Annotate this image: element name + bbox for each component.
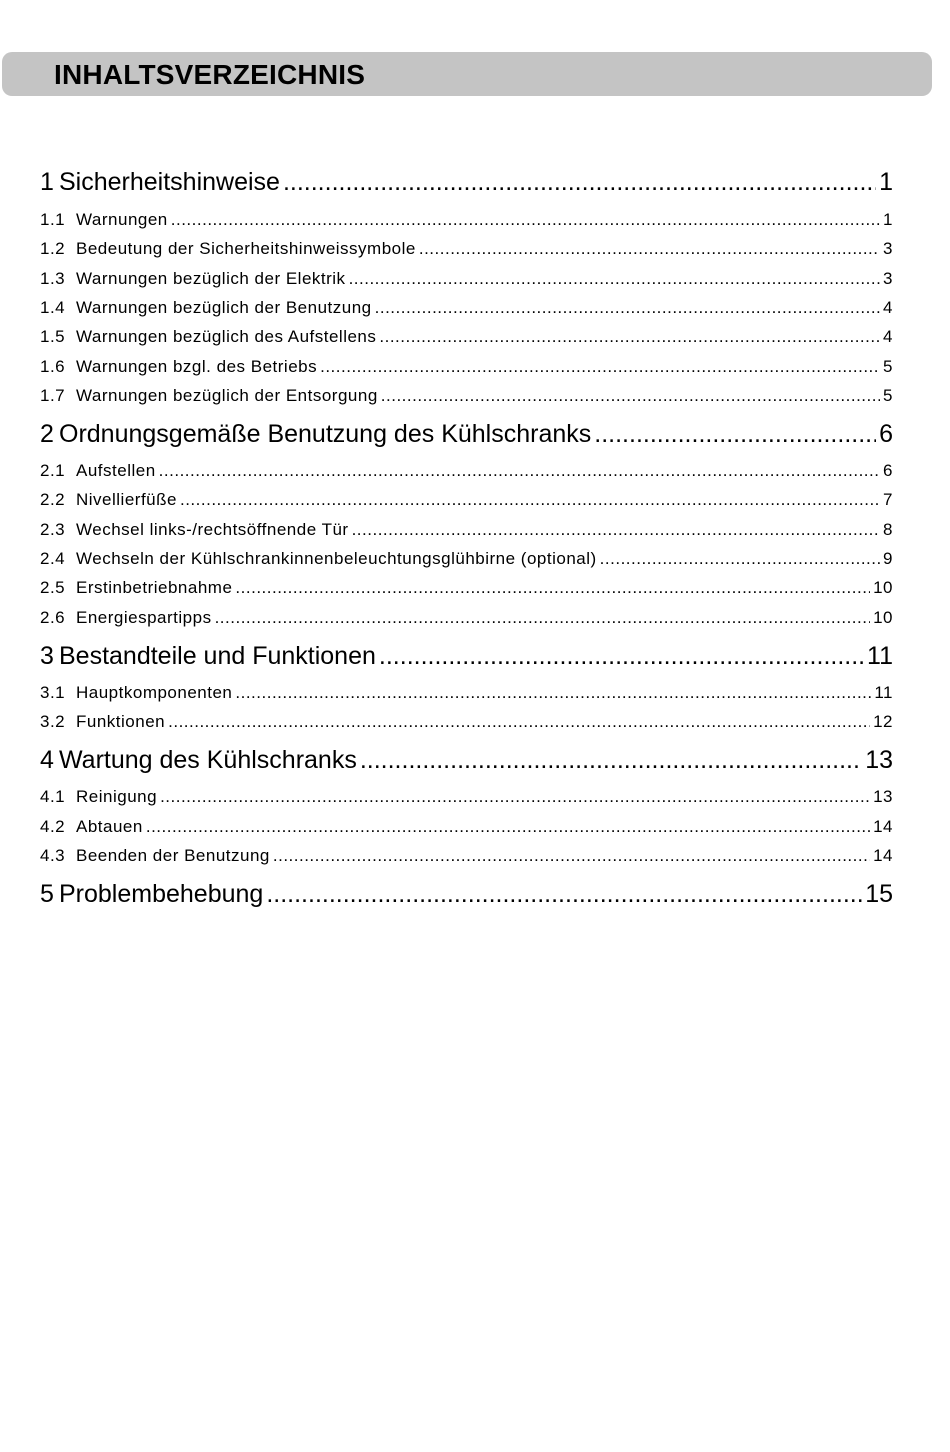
toc-dot-leader: [381, 385, 880, 407]
toc-dot-leader: [352, 519, 880, 541]
toc-entry-number: 1: [40, 168, 54, 196]
toc-dot-leader: [273, 845, 870, 867]
toc-entry-number: 1.6: [40, 357, 66, 376]
toc-entry-page-number: 4: [883, 327, 893, 346]
toc-section-entry[interactable]: [40, 845, 893, 867]
toc-entry-label: Beenden der Benutzung: [76, 846, 270, 865]
toc-entry-page-number: 5: [883, 357, 893, 376]
toc-entry-page-number: 8: [883, 520, 893, 539]
toc-entry-number: 2.4: [40, 549, 66, 568]
toc-section-entry[interactable]: [40, 519, 893, 541]
toc-entry-page-number: 9: [883, 549, 893, 568]
toc-section-entry[interactable]: [40, 548, 893, 570]
toc-entry-number: 1.5: [40, 327, 66, 346]
toc-dot-leader: [600, 548, 880, 570]
toc-entry-number: 4: [40, 746, 54, 774]
toc-entry-number: 1.3: [40, 269, 66, 288]
toc-entry-page-number: 10: [873, 608, 893, 627]
toc-dot-leader: [235, 682, 871, 704]
toc-entry-label: Warnungen bezüglich der Benutzung: [76, 298, 372, 317]
toc-chapter-entry[interactable]: [40, 419, 893, 449]
toc-entry-number: 4.1: [40, 787, 66, 806]
toc-entry-label: Wartung des Kühlschranks: [59, 746, 357, 774]
toc-entry-label: Hauptkomponenten: [76, 683, 233, 702]
toc-entry-label: Abtauen: [76, 817, 143, 836]
toc-dot-leader: [266, 879, 862, 909]
toc-dot-leader: [594, 419, 876, 449]
toc-entry-page-number: 15: [865, 880, 893, 908]
toc-entry-label: Funktionen: [76, 712, 166, 731]
toc-entry-label: Reinigung: [76, 787, 158, 806]
toc-entry-page-number: 1: [879, 168, 893, 196]
toc-dot-leader: [419, 238, 880, 260]
title-bar: [2, 52, 932, 96]
toc-dot-leader: [375, 297, 880, 319]
toc-entry-page-number: 13: [865, 746, 893, 774]
toc-entry-page-number: 11: [874, 683, 893, 702]
toc-entry-label: Wechseln der Kühlschrankinnenbeleuchtungsglühbirne (optional): [76, 549, 597, 568]
toc-dot-leader: [180, 489, 880, 511]
toc-entry-label: Warnungen bezüglich der Elektrik: [76, 269, 346, 288]
toc-entry-number: 1.1: [40, 210, 66, 229]
toc-entry-label: Energiespartipps: [76, 608, 212, 627]
toc-entry-label: Warnungen: [76, 210, 168, 229]
toc-dot-leader: [168, 711, 870, 733]
toc-entry-label: Bedeutung der Sicherheitshinweissymbole: [76, 239, 416, 258]
toc-entry-page-number: 14: [873, 817, 893, 836]
toc-entry-label: Wechsel links-/rechtsöffnende Tür: [76, 520, 349, 539]
toc-entry-page-number: 14: [873, 846, 893, 865]
toc-entry-label: Warnungen bezüglich des Aufstellens: [76, 327, 377, 346]
toc-entry-number: 1.7: [40, 386, 66, 405]
toc-entry-page-number: 12: [873, 712, 893, 731]
toc-chapter-entry[interactable]: [40, 879, 893, 909]
toc-entry-label: Warnungen bzgl. des Betriebs: [76, 357, 318, 376]
toc-dot-leader: [160, 786, 870, 808]
toc-entry-page-number: 5: [883, 386, 893, 405]
toc-section-entry[interactable]: [40, 460, 893, 482]
toc-dot-leader: [215, 607, 871, 629]
toc-entry-number: 4.2: [40, 817, 66, 836]
toc-entry-page-number: 11: [867, 642, 893, 670]
toc-entry-number: 5: [40, 880, 54, 908]
toc-entry-page-number: 4: [883, 298, 893, 317]
toc-section-entry[interactable]: [40, 297, 893, 319]
toc-entry-number: 2.2: [40, 490, 66, 509]
toc-section-entry[interactable]: [40, 209, 893, 231]
toc-chapter-entry[interactable]: [40, 167, 893, 197]
toc-entry-number: 3: [40, 642, 54, 670]
toc-entry-label: Bestandteile und Funktionen: [59, 642, 376, 670]
toc-entry-number: 1.2: [40, 239, 66, 258]
toc-entry-number: 2.5: [40, 578, 66, 597]
toc-entry-page-number: 7: [883, 490, 893, 509]
toc-entry-number: 3.1: [40, 683, 66, 702]
toc-section-entry[interactable]: [40, 607, 893, 629]
toc-section-entry[interactable]: [40, 356, 893, 378]
toc-section-entry[interactable]: [40, 577, 893, 599]
toc-dot-leader: [349, 268, 880, 290]
toc-entry-number: 1.4: [40, 298, 66, 317]
toc-section-entry[interactable]: [40, 326, 893, 348]
toc-entry-label: Ordnungsgemäße Benutzung des Kühlschranks: [59, 420, 592, 448]
toc-entry-page-number: 10: [873, 578, 893, 597]
toc-entry-page-number: 6: [883, 461, 893, 480]
toc-entry-number: 4.3: [40, 846, 66, 865]
toc-dot-leader: [379, 641, 864, 671]
toc-dot-leader: [171, 209, 880, 231]
toc-chapter-entry[interactable]: [40, 641, 893, 671]
toc-dot-leader: [360, 745, 862, 775]
toc-entry-page-number: 6: [879, 420, 893, 448]
toc-entry-label: Problembehebung: [59, 880, 264, 908]
toc-dot-leader: [146, 816, 870, 838]
toc-entry-label: Warnungen bezüglich der Entsorgung: [76, 386, 378, 405]
toc-section-entry[interactable]: [40, 816, 893, 838]
toc-entry-page-number: 1: [883, 210, 893, 229]
toc-entry-page-number: 3: [883, 269, 893, 288]
toc-section-entry[interactable]: [40, 786, 893, 808]
toc-entry-number: 2.1: [40, 461, 66, 480]
toc-entry-label: Sicherheitshinweise: [59, 168, 280, 196]
toc-section-entry[interactable]: [40, 238, 893, 260]
toc-entry-number: 2: [40, 420, 54, 448]
toc-section-entry[interactable]: [40, 268, 893, 290]
toc-dot-leader: [379, 326, 880, 348]
toc-entry-label: Aufstellen: [76, 461, 156, 480]
toc-dot-leader: [320, 356, 880, 378]
toc-section-entry[interactable]: [40, 385, 893, 407]
toc-dot-leader: [283, 167, 876, 197]
toc-entry-number: 2.3: [40, 520, 66, 539]
toc-section-entry[interactable]: [40, 711, 893, 733]
toc-entry-label: Erstinbetriebnahme: [76, 578, 233, 597]
toc-entry-page-number: 3: [883, 239, 893, 258]
toc-dot-leader: [159, 460, 880, 482]
toc-entry-page-number: 13: [873, 787, 893, 806]
toc-entry-number: 3.2: [40, 712, 66, 731]
toc-section-entry[interactable]: [40, 489, 893, 511]
toc-chapter-entry[interactable]: [40, 745, 893, 775]
toc-dot-leader: [235, 577, 870, 599]
toc-entry-label: Nivellierfüße: [76, 490, 177, 509]
toc-section-entry[interactable]: [40, 682, 893, 704]
toc-entry-number: 2.6: [40, 608, 66, 627]
page-title: INHALTSVERZEICHNIS: [54, 59, 366, 90]
